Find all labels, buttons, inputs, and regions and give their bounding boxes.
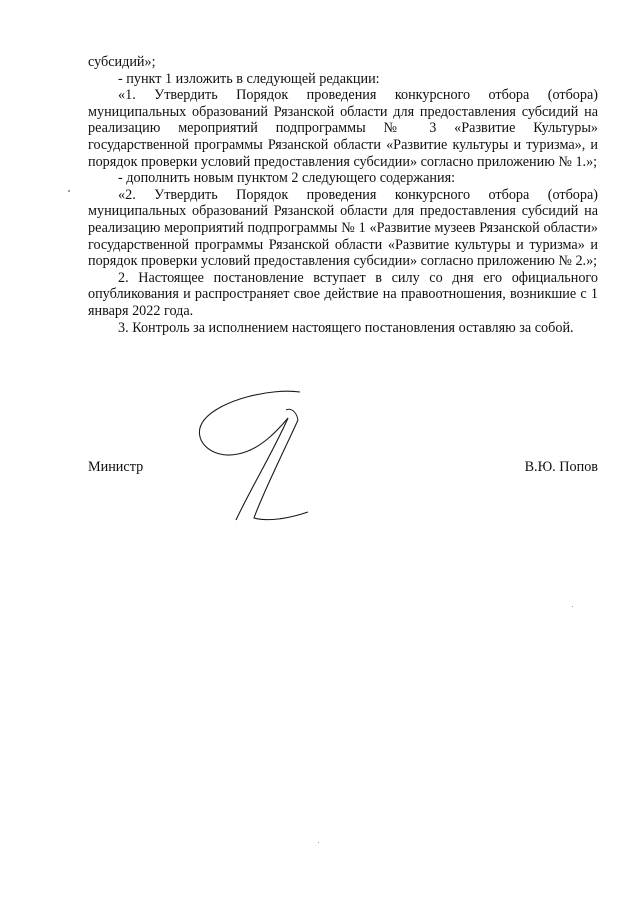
paragraph-effective-date: 2. Настоящее постановление вступает в силу со дня его официального опубликования и распространяет свое действие на правоотношения, возникшие с 1 января 2022 года. bbox=[88, 269, 598, 319]
handwritten-signature bbox=[190, 380, 340, 530]
document-body bbox=[88, 54, 598, 336]
scan-speck bbox=[572, 606, 573, 607]
paragraph-item-1-text: «1. Утвердить Порядок проведения конкурсного отбора (отбора) муниципальных образований Рязанской области для предоставления субсидий на реализацию мероприятий подпрограммы № 3 «Развитие Культуры» государственной программы Рязанской области «Развитие культуры и туризма», и порядок проверки условий предоставления субсидии» согласно приложению № 1.»; bbox=[88, 87, 598, 170]
paragraph-item-2-text: «2. Утвердить Порядок проведения конкурсного отбора (отбора) муниципальных образований Рязанской области для предоставления субсидий на реализацию мероприятий подпрограммы № 1 «Развитие музеев Рязанской области» государственной программы Рязанской области «Развитие культуры и туризма» и порядок проверки условий предоставления субсидии» согласно приложению № 2.»; bbox=[88, 186, 598, 270]
signatory-title: Министр bbox=[88, 459, 144, 475]
paragraph-control: 3. Контроль за исполнением настоящего постановления оставляю за собой. bbox=[118, 319, 574, 336]
scan-speck bbox=[318, 842, 319, 843]
paragraph-item-1-intro: - пункт 1 изложить в следующей редакции: bbox=[118, 70, 380, 87]
paragraph-continuation: субсидий»; bbox=[88, 54, 156, 70]
scan-speck bbox=[68, 190, 70, 192]
paragraph-item-2-intro: - дополнить новым пунктом 2 следующего содержания: bbox=[118, 170, 456, 187]
signatory-name: В.Ю. Попов bbox=[524, 459, 598, 475]
